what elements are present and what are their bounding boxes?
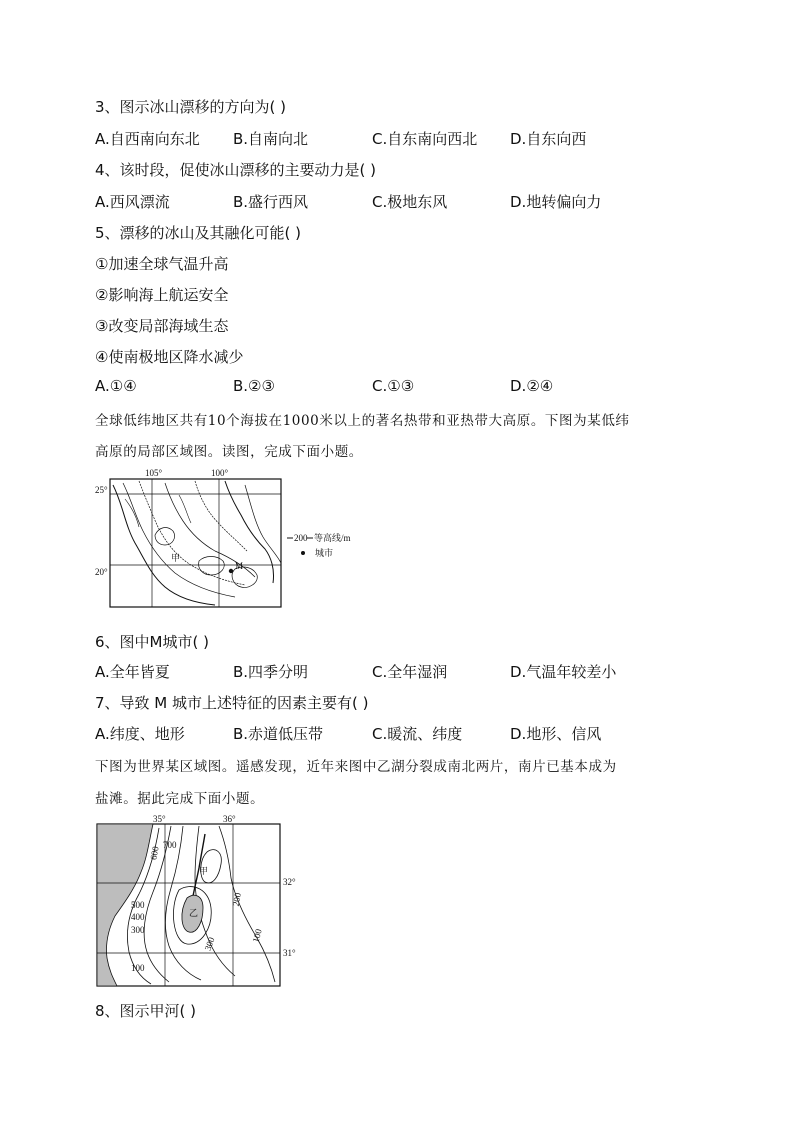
- question-6-stem: 6、图中M城市( ): [95, 633, 209, 651]
- legend-contour-value: 200: [294, 533, 308, 543]
- map1-lat-label-20: 20°: [95, 567, 108, 577]
- q5-item-3: ③改变局部海域生态: [95, 317, 229, 335]
- legend-contour-label: 等高线/m: [314, 533, 351, 543]
- q5-option-b: B.②③: [233, 377, 275, 395]
- contour-label-700: 700: [163, 840, 177, 850]
- q6-option-a: A.全年皆夏: [95, 663, 170, 681]
- contour-label-600: 600: [148, 845, 161, 861]
- contour-label-300-east: 300: [202, 935, 217, 952]
- map2-place-jia: 甲: [199, 866, 209, 876]
- map1-place-jia: 甲: [171, 553, 181, 563]
- q5-item-1: ①加速全球气温升高: [95, 255, 229, 273]
- q7-option-d: D.地形、信风: [510, 725, 602, 743]
- contour-label-100-east: 100: [250, 927, 264, 944]
- q5-option-d: D.②④: [510, 377, 554, 395]
- map1-lon-label-105: 105°: [145, 468, 163, 478]
- map2-lat-label-32: 32°: [283, 877, 296, 887]
- legend-city-dot: [301, 551, 305, 555]
- question-3-stem: 3、图示冰山漂移的方向为( ): [95, 98, 287, 116]
- map1-lat-label-25: 25°: [95, 485, 108, 495]
- q7-option-c: C.暖流、纬度: [372, 725, 463, 743]
- q3-option-a: A.自西南向东北: [95, 130, 200, 148]
- question-8-stem: 8、图示甲河( ): [95, 1002, 197, 1020]
- q5-option-a: A.①④: [95, 377, 137, 395]
- passage-1-line-2: 高原的局部区域图。读图，完成下面小题。: [95, 444, 363, 460]
- passage-1-line-1: 全球低纬地区共有10个海拔在1000米以上的著名热带和亚热带大高原。下图为某低纬: [95, 413, 630, 429]
- contour-label-500: 500: [131, 900, 145, 910]
- q4-option-c: C.极地东风: [372, 193, 448, 211]
- map1-place-m: M: [235, 561, 244, 571]
- passage-2-line-1: 下图为世界某区域图。遥感发现，近年来图中乙湖分裂成南北两片，南片已基本成为: [95, 759, 617, 775]
- q5-option-c: C.①③: [372, 377, 415, 395]
- q5-item-2: ②影响海上航运安全: [95, 286, 229, 304]
- contour-label-100-west: 100: [131, 963, 145, 973]
- contour-label-200: 200: [230, 891, 243, 908]
- q6-option-d: D.气温年较差小: [510, 663, 617, 681]
- map1-lon-label-100: 100°: [211, 468, 229, 478]
- q4-option-a: A.西风漂流: [95, 193, 170, 211]
- question-7-stem: 7、导致 M 城市上述特征的因素主要有( ): [95, 694, 369, 712]
- q7-option-a: A.纬度、地形: [95, 725, 185, 743]
- passage-2-line-2: 盐滩。据此完成下面小题。: [95, 791, 265, 807]
- q3-option-c: C.自东南向西北: [372, 130, 478, 148]
- map2-lon-label-36: 36°: [223, 814, 236, 824]
- map2-lon-label-35: 35°: [153, 814, 166, 824]
- q3-option-b: B.自南向北: [233, 130, 309, 148]
- q5-item-4: ④使南极地区降水减少: [95, 348, 244, 366]
- question-4-stem: 4、该时段，促使冰山漂移的主要动力是( ): [95, 161, 377, 179]
- q6-option-b: B.四季分明: [233, 663, 309, 681]
- city-m-marker: [229, 569, 233, 573]
- legend-city-label: 城市: [315, 548, 334, 558]
- q4-option-d: D.地转偏向力: [510, 193, 602, 211]
- map2-lat-label-31: 31°: [283, 948, 296, 958]
- q6-option-c: C.全年湿润: [372, 663, 448, 681]
- map2-place-yi: 乙: [189, 908, 199, 918]
- contour-label-400: 400: [131, 912, 145, 922]
- q4-option-b: B.盛行西风: [233, 193, 309, 211]
- plateau-region-map: [95, 465, 365, 625]
- q3-option-d: D.自东向西: [510, 130, 587, 148]
- lake-region-map: [95, 812, 310, 990]
- question-5-stem: 5、漂移的冰山及其融化可能( ): [95, 224, 302, 242]
- contour-label-300-west: 300: [131, 925, 145, 935]
- q7-option-b: B.赤道低压带: [233, 725, 324, 743]
